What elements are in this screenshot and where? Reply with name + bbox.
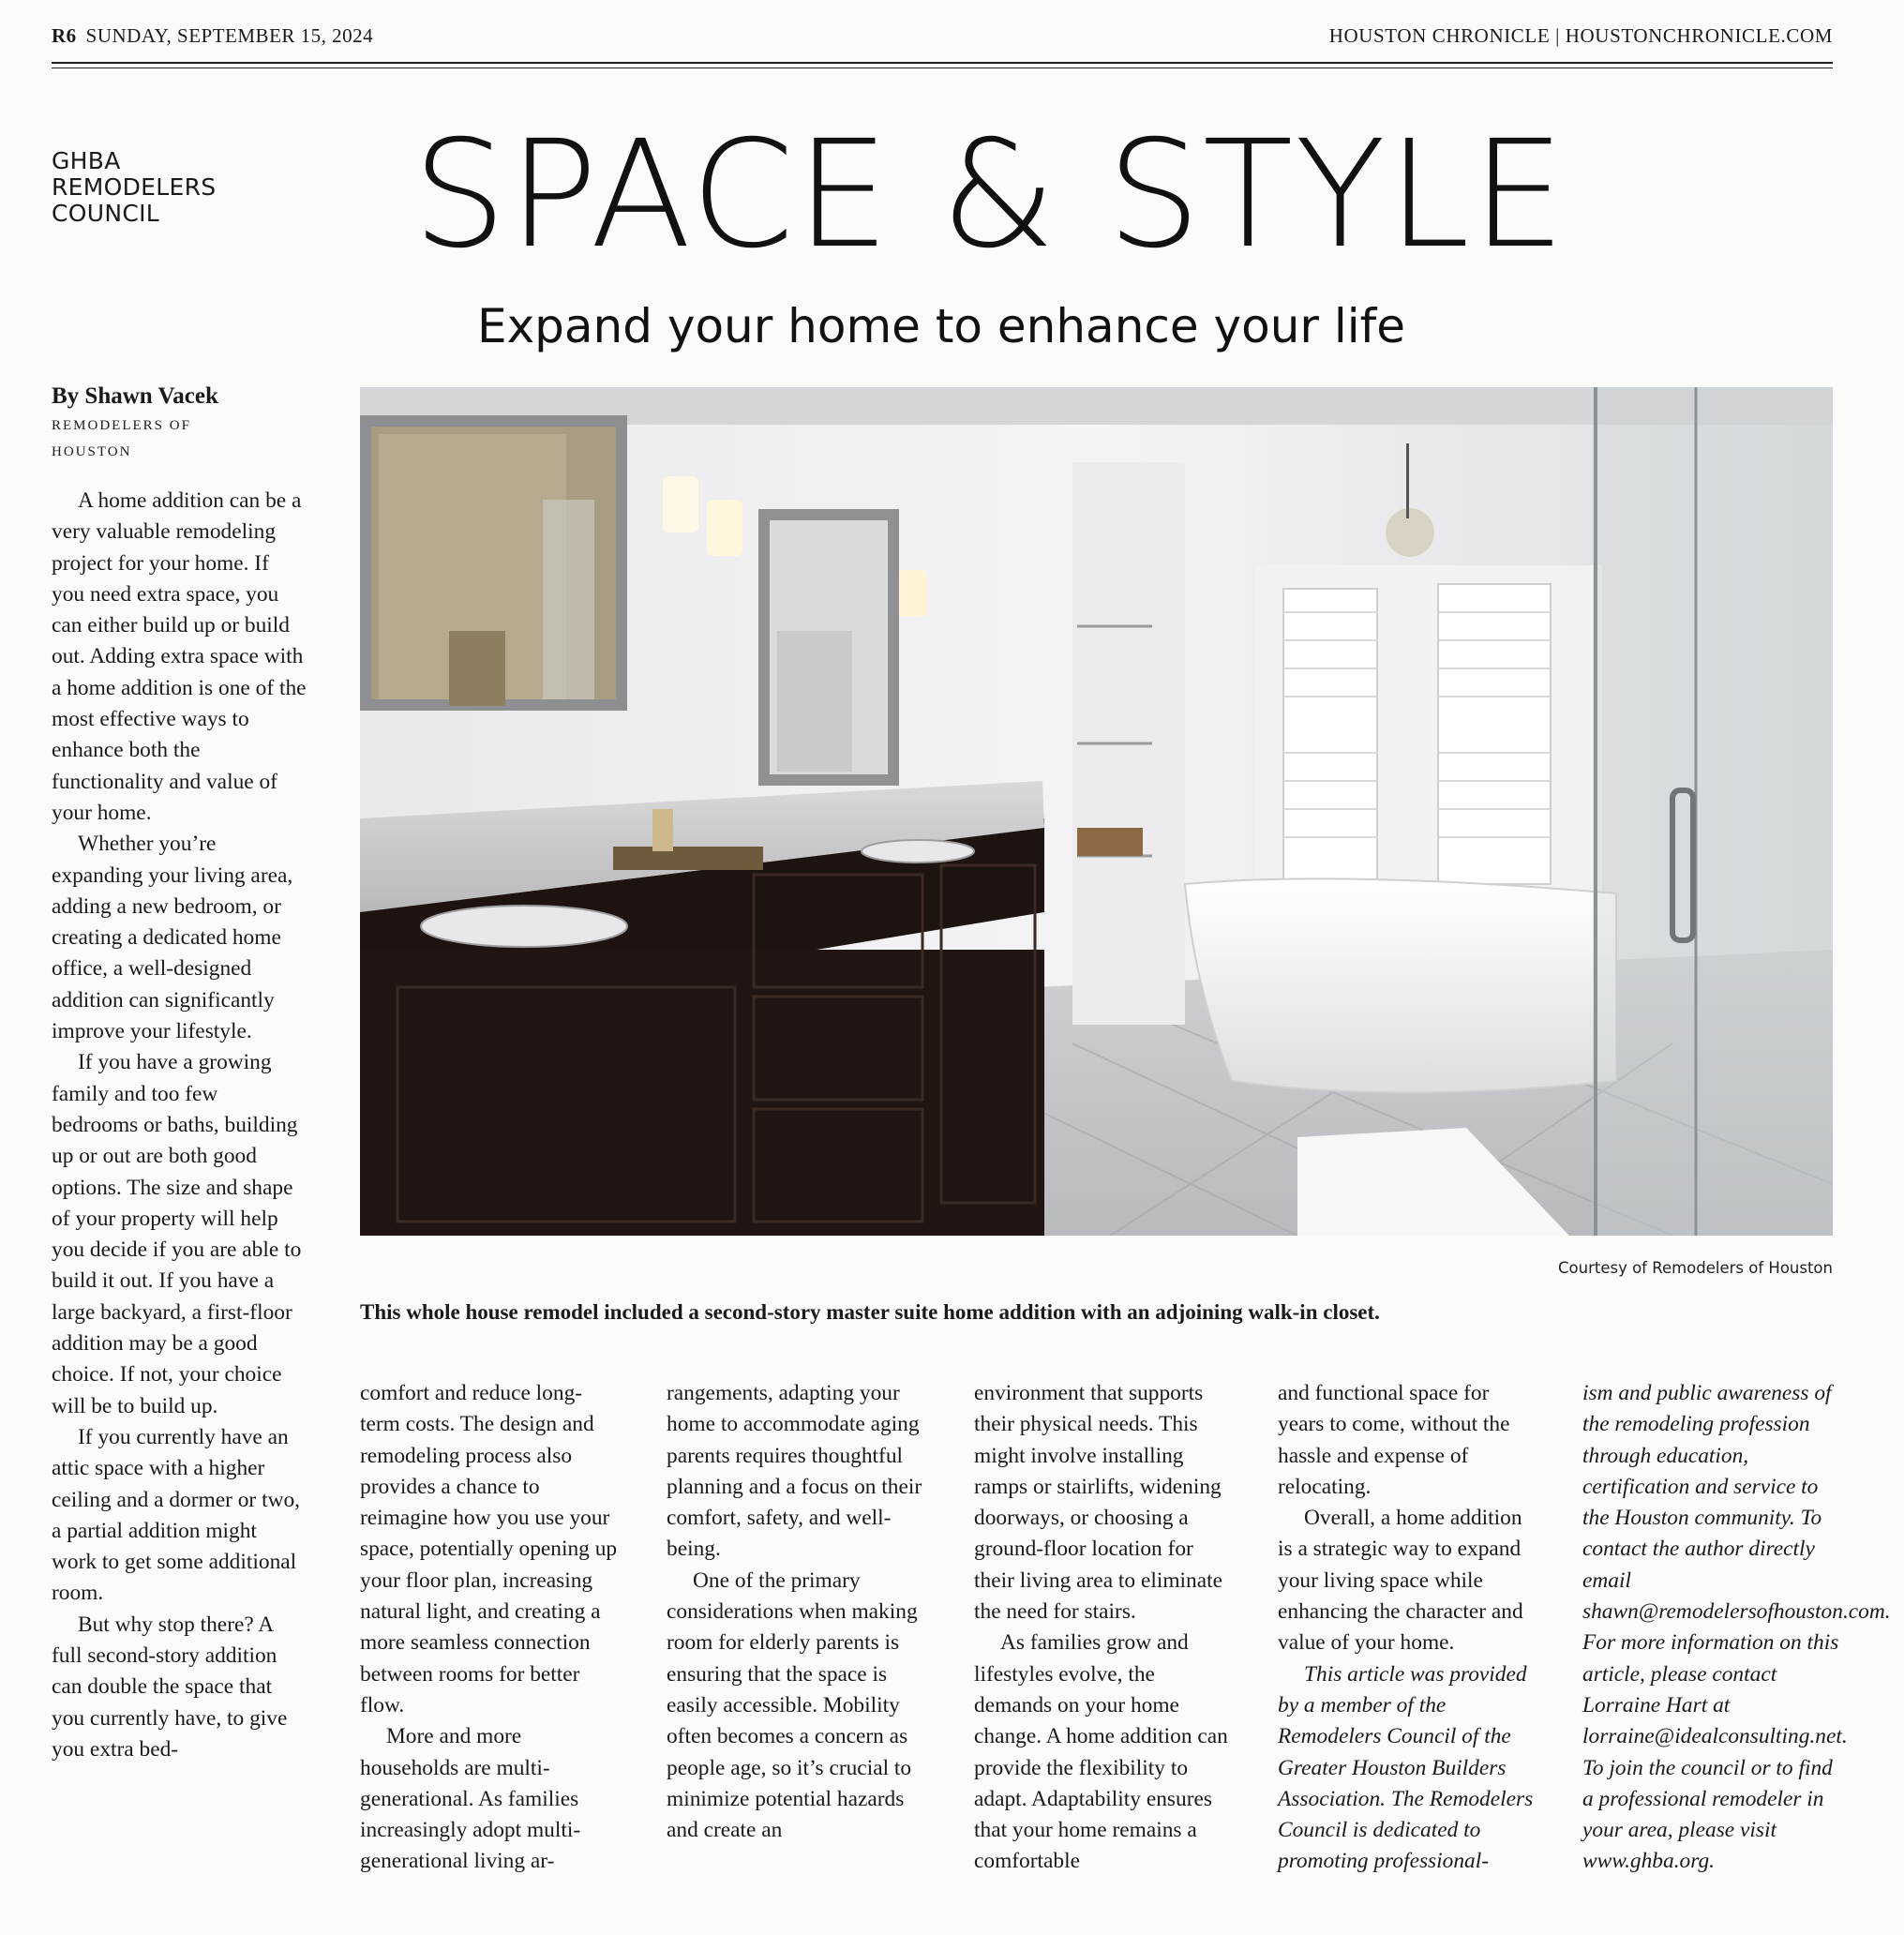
paragraph: If you currently have an attic space with a higher ceiling and a dormer or two, a partial addition might work to get some additional room. [52,1424,301,1606]
paragraph: and functional space for years to come, without the hassle and expense of relocating. [1278,1381,1510,1499]
photo-caption: This whole house remodel included a second-story master suite home addition with an adjoining walk-in closet. [360,1300,1380,1324]
page-number: R6 [52,24,77,47]
paragraph: If you have a growing family and too few bedrooms or baths, building up or out are both good options. The size and shape of your property will help you decide if you are able to build it out. If you have a large backyard, a first-floor addition may be a good choice. If not, your choice will be to build up. [52,1050,302,1418]
newspaper-name: HOUSTON CHRONICLE | HOUSTONCHRONICLE.COM [1328,24,1833,47]
section-label-line: REMODELERS [52,173,217,201]
author-organization: REMODELERS OF HOUSTON [52,418,191,459]
author-note: ism and public awareness of the remodeling profession through education, certification and service to the Houston community. To contact the author directly email shawn@remodelersofhouston.com. For more information on this article, please contact Lorraine Hart at lorraine@idealconsulting.net. To join the council or to find a professional remodeler in your area, please visit www.ghba.org. [1582,1381,1891,1874]
byline [52,382,323,465]
section-label-line: COUNCIL [52,200,159,227]
section-label [52,148,295,227]
masthead-left [52,24,373,48]
paragraph: More and more households are multi-generational. As families increasingly adopt multi-generational living ar- [360,1724,581,1874]
paragraph: comfort and reduce long-term costs. The design and remodeling process also provides a chance to reimagine how you use your space, potentially opening up your floor plan, increasing natural light, and creating a more seamless connection between rooms for better flow. [360,1381,618,1718]
author-note: This article was provided by a member of the Remodelers Council of the Greater Houston Builders Association. The Remodelers Council is dedicated to promoting professional- [1278,1661,1534,1874]
issue-date: SUNDAY, SEPTEMBER 15, 2024 [85,24,374,47]
paragraph: Overall, a home addition is a strategic way to expand your living space while enhancing the character and value of your home. [1278,1506,1523,1656]
paragraph: One of the primary considerations when making room for elderly parents is ensuring that the space is easily accessible. Mobility often becomes a concern as people age, so it’s crucial to minimize potential hazards and create an [667,1568,918,1843]
paragraph: rangements, adapting your home to accommodate aging parents requires thoughtful planning and a focus on their comfort, safety, and well-being. [667,1381,922,1562]
article-column-1 [52,486,307,1765]
article-column-4 [974,1378,1232,1878]
paragraph: environment that supports their physical needs. This might involve installing ramps or stairlifts, widening doorways, or choosing a ground-floor location for their living area to eliminate the need for stairs. [974,1381,1222,1625]
photo-credit: Courtesy of Remodelers of Houston [1558,1259,1833,1277]
author-name: By Shawn Vacek [52,383,218,409]
paragraph: Whether you’re expanding your living area, adding a new bedroom, or creating a dedicated home office, a well-designed addition can significantly improve your lifestyle. [52,832,293,1044]
article-column-5 [1278,1378,1536,1878]
subheadline: Expand your home to enhance your life [476,299,1405,353]
article-column-2 [360,1378,618,1878]
article-column-3 [667,1378,924,1846]
bathroom-photo [360,387,1833,1236]
paragraph: As families grow and lifestyles evolve, the demands on your home change. A home addition can provide the flexibility to adapt. Adaptability ensures that your home remains a comfortable [974,1630,1228,1874]
section-label-line: GHBA [52,147,121,174]
headline: SPACE & STYLE [412,109,1567,281]
header-rule [52,62,1833,64]
masthead [52,24,1833,52]
paragraph: But why stop there? A full second-story addition can double the space that you currently have, to give you extra bed- [52,1612,288,1762]
article-column-6 [1582,1378,1891,1878]
bathroom-illustration [360,387,1833,1236]
paragraph: A home addition can be a very valuable remodeling project for your home. If you need extra space, you can either build up or build out. Adding extra space with a home addition is one of the most effective ways to enhance both the functionality and value of your home. [52,488,307,825]
